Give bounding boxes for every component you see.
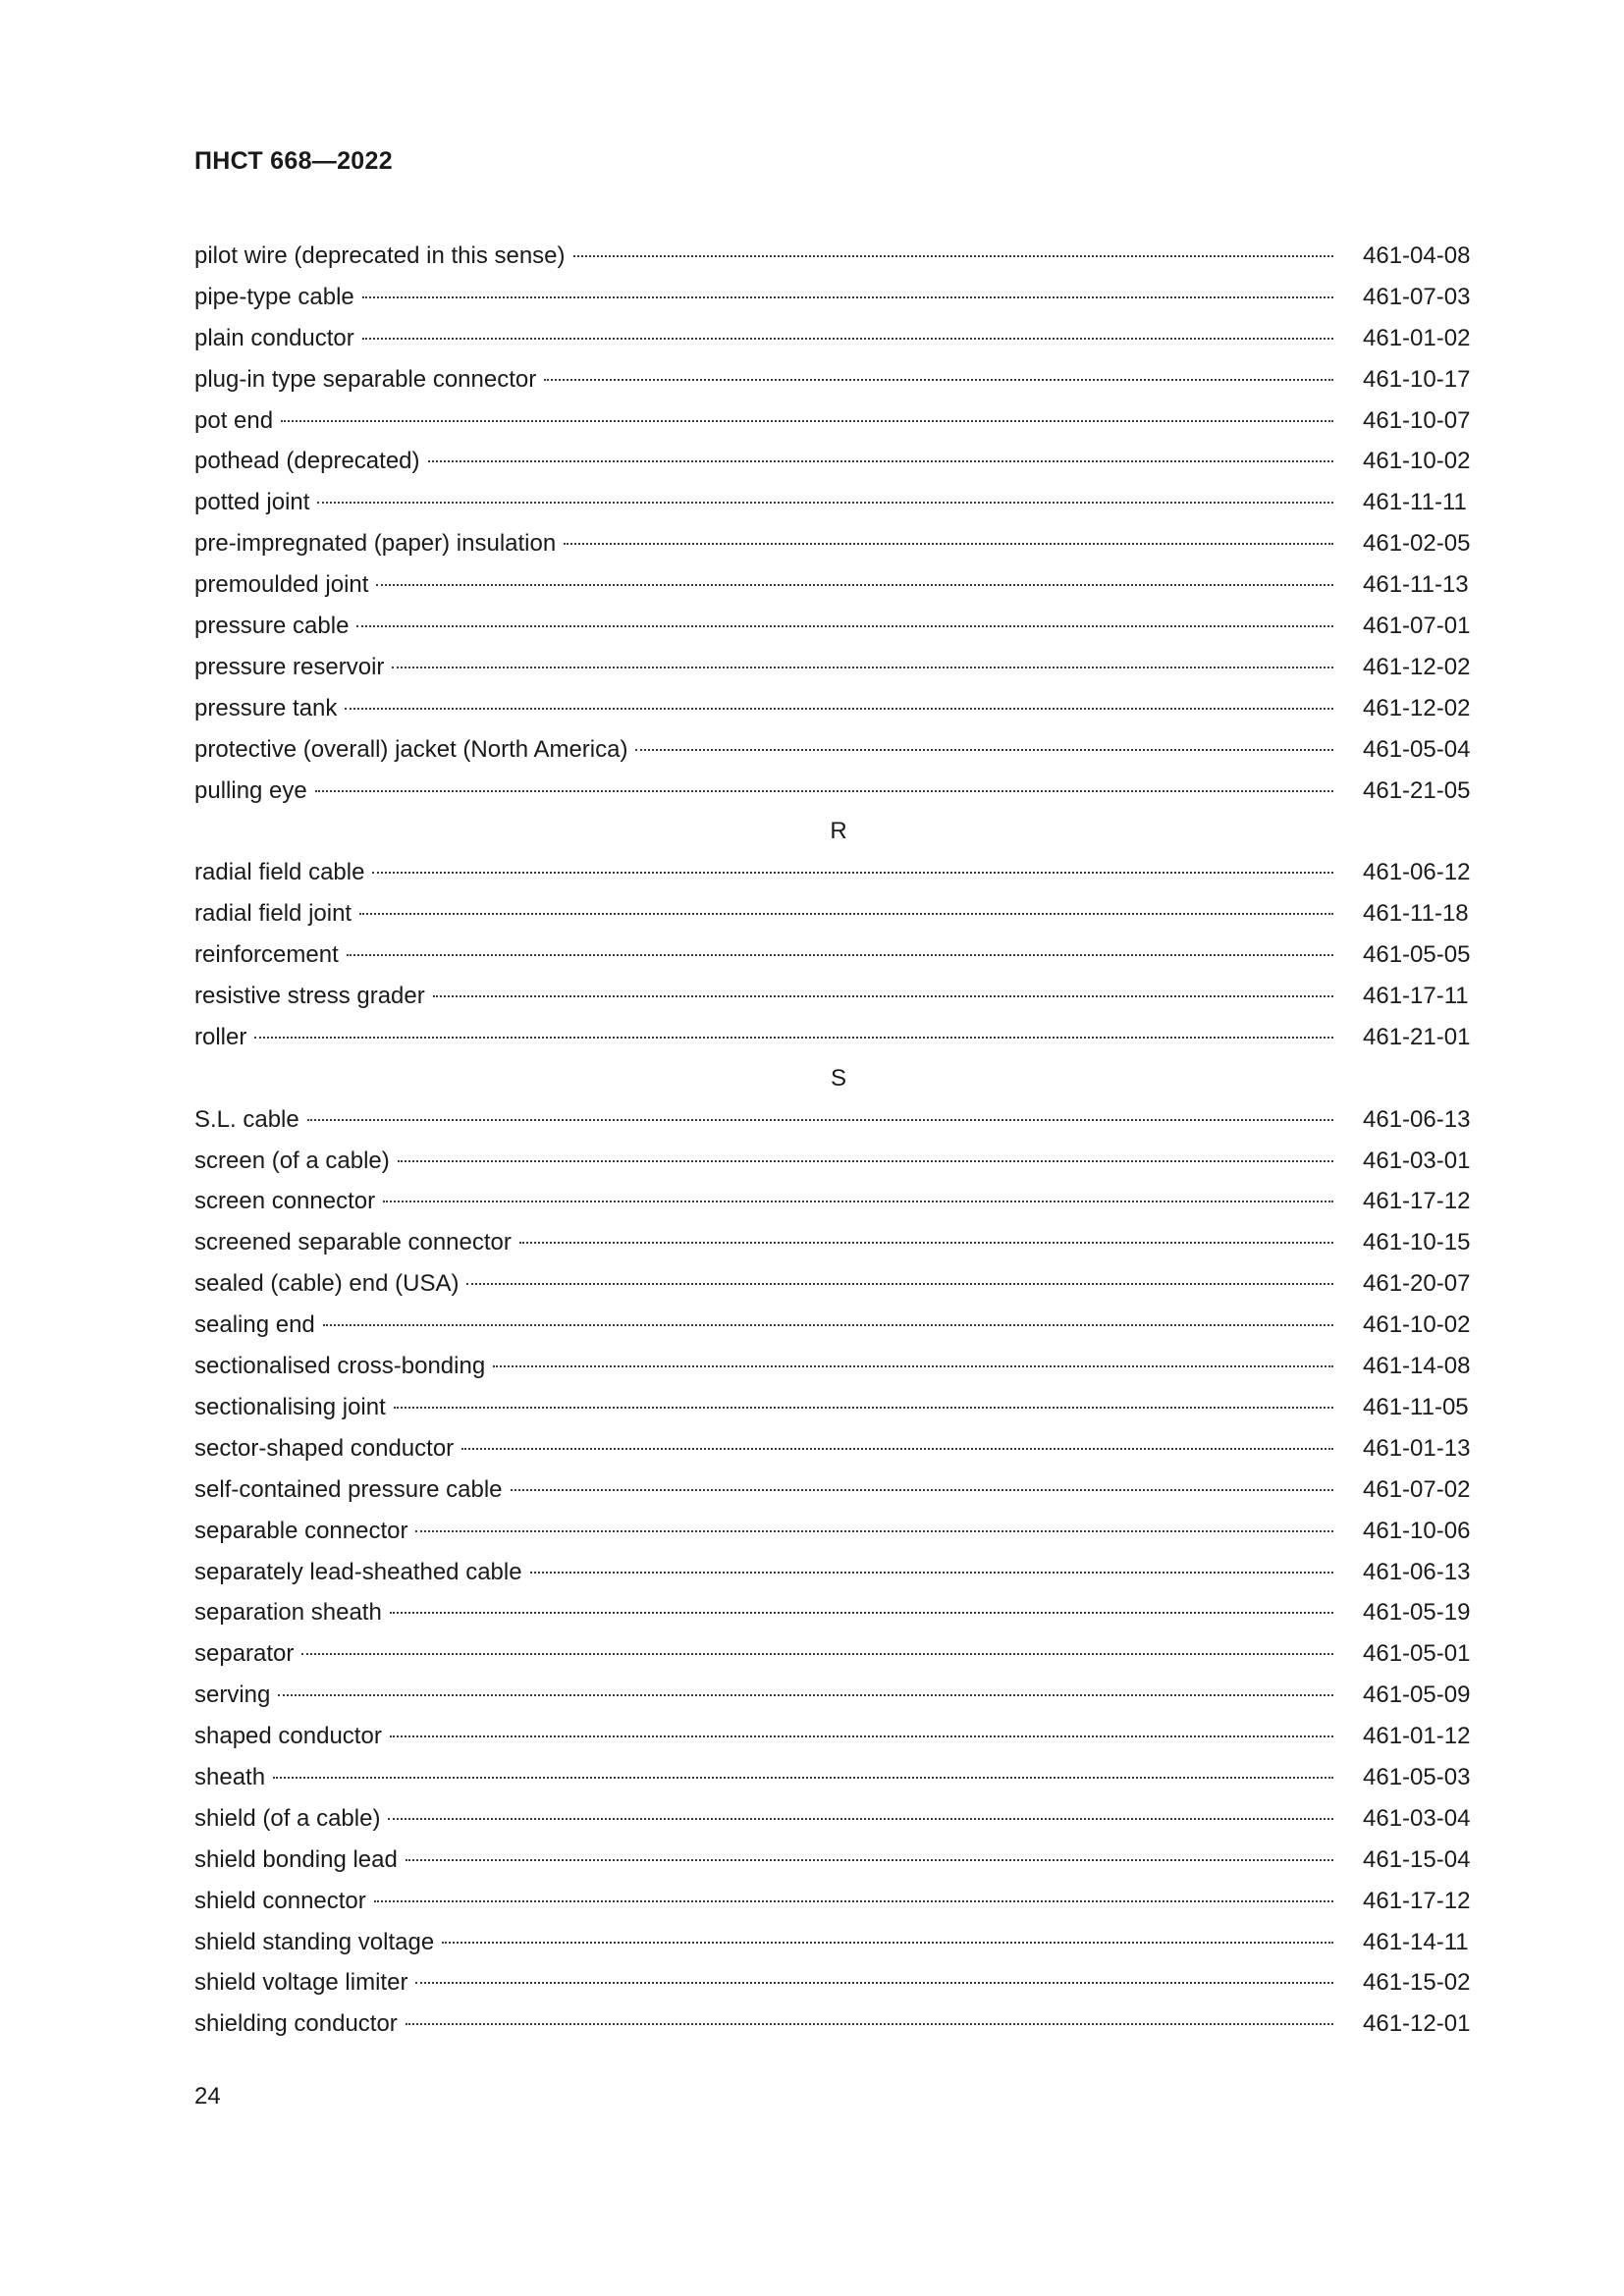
index-entry	[194, 1222, 1483, 1263]
dot-leader	[362, 296, 1333, 298]
index-code: 461-10-06	[1363, 1517, 1471, 1544]
index-entry	[194, 1962, 1483, 2003]
index-entry	[194, 1469, 1483, 1511]
index-code: 461-07-03	[1363, 283, 1471, 310]
index-entry	[194, 1263, 1483, 1305]
index-entry	[194, 606, 1483, 647]
index-term: protective (overall) jacket (North America)	[194, 735, 628, 763]
index-term: sealed (cable) end (USA)	[194, 1270, 460, 1298]
index-code: 461-15-04	[1363, 1845, 1471, 1873]
index-code: 461-17-11	[1363, 983, 1469, 1010]
index-entry	[194, 688, 1483, 729]
page-number: 24	[194, 2083, 221, 2109]
index-code: 461-11-13	[1363, 571, 1469, 599]
index-code: 461-06-13	[1363, 1558, 1471, 1585]
index-term: sector-shaped conductor	[194, 1434, 455, 1462]
dot-leader	[347, 954, 1333, 956]
index-code: 461-15-02	[1363, 1969, 1471, 1997]
index-code: 461-07-02	[1363, 1475, 1471, 1503]
index-entry	[194, 771, 1483, 812]
index-entry	[194, 1305, 1483, 1346]
index-term: pothead (deprecated)	[194, 448, 420, 475]
index-code: 461-03-01	[1363, 1147, 1471, 1174]
index-term: separately lead-sheathed cable	[194, 1558, 522, 1585]
dot-leader	[428, 460, 1334, 462]
index-code: 461-11-05	[1363, 1393, 1469, 1420]
dot-leader	[511, 1489, 1333, 1491]
index-term: sheath	[194, 1763, 266, 1790]
index-term: radial field cable	[194, 859, 365, 886]
dot-leader	[372, 872, 1333, 874]
dot-leader	[390, 1735, 1333, 1737]
index-entry	[194, 1387, 1483, 1428]
index-code: 461-05-03	[1363, 1763, 1471, 1790]
index-code: 461-17-12	[1363, 1188, 1471, 1215]
index-term: sectionalising joint	[194, 1393, 386, 1420]
index-entry	[194, 1099, 1483, 1141]
index-code: 461-04-08	[1363, 242, 1471, 269]
index-term: shaped conductor	[194, 1723, 382, 1750]
dot-leader	[359, 913, 1333, 915]
index-entry	[194, 729, 1483, 771]
dot-leader	[278, 1694, 1333, 1696]
dot-leader	[362, 338, 1333, 340]
index-entry	[194, 934, 1483, 976]
index-code: 461-05-04	[1363, 735, 1471, 763]
index-entry	[194, 277, 1483, 318]
index-term: pressure tank	[194, 694, 338, 721]
index-code: 461-11-11	[1363, 489, 1467, 516]
dot-leader	[415, 1982, 1333, 1984]
dot-leader	[564, 543, 1333, 545]
index-entry	[194, 318, 1483, 359]
index-term: plain conductor	[194, 324, 354, 351]
index-code: 461-14-11	[1363, 1928, 1469, 1955]
index-code: 461-05-09	[1363, 1682, 1471, 1709]
index-code: 461-21-05	[1363, 776, 1471, 804]
index-term: S.L. cable	[194, 1105, 299, 1133]
dot-leader	[433, 995, 1333, 997]
index-entry	[194, 236, 1483, 277]
index-entry	[194, 441, 1483, 482]
index-code: 461-05-19	[1363, 1599, 1471, 1627]
dot-leader	[461, 1448, 1333, 1450]
index-term: separator	[194, 1640, 295, 1668]
index-entry	[194, 1592, 1483, 1633]
dot-leader	[281, 420, 1333, 422]
index-code: 461-21-01	[1363, 1023, 1471, 1050]
index-term: sectionalised cross-bonding	[194, 1353, 486, 1380]
index-term: pre-impregnated (paper) insulation	[194, 530, 557, 558]
index-code: 461-10-07	[1363, 406, 1471, 434]
index-term: separation sheath	[194, 1599, 382, 1627]
index-term: pipe-type cable	[194, 283, 354, 310]
dot-leader	[317, 502, 1333, 504]
dot-leader	[390, 1612, 1333, 1614]
document-header: ПНСТ 668—2022	[194, 147, 393, 175]
dot-leader	[388, 1818, 1333, 1820]
index-entry	[194, 564, 1483, 606]
index-term: pressure cable	[194, 613, 350, 640]
dot-leader	[345, 708, 1333, 710]
dot-leader	[406, 2023, 1333, 2025]
index-code: 461-11-18	[1363, 900, 1469, 928]
dot-leader	[376, 584, 1333, 586]
dot-leader	[573, 255, 1333, 257]
index-term: reinforcement	[194, 941, 339, 969]
index-entry	[194, 1633, 1483, 1675]
index-code: 461-12-01	[1363, 2010, 1471, 2038]
index-term: shielding conductor	[194, 2010, 398, 2038]
section-letter-s: S	[830, 1064, 846, 1092]
index-code: 461-20-07	[1363, 1270, 1471, 1298]
index-code: 461-17-12	[1363, 1887, 1471, 1914]
index-entry	[194, 1881, 1483, 1922]
index-code: 461-14-08	[1363, 1353, 1471, 1380]
index-code: 461-10-15	[1363, 1229, 1471, 1256]
index-entry	[194, 523, 1483, 564]
index-term: shield voltage limiter	[194, 1969, 408, 1997]
index-entry	[194, 400, 1483, 442]
dot-leader	[301, 1653, 1333, 1655]
dot-leader	[415, 1530, 1333, 1532]
index-term: plug-in type separable connector	[194, 365, 537, 393]
index-entry	[194, 1017, 1483, 1058]
dot-leader	[307, 1119, 1333, 1121]
index-entry	[194, 1922, 1483, 1963]
index-code: 461-06-13	[1363, 1105, 1471, 1133]
index-entry	[194, 1552, 1483, 1593]
index-term: potted joint	[194, 489, 310, 516]
dot-leader	[394, 1407, 1333, 1409]
dot-leader	[519, 1242, 1333, 1244]
index-code: 461-12-02	[1363, 653, 1471, 680]
index-code: 461-10-02	[1363, 448, 1471, 475]
index-term: shield standing voltage	[194, 1928, 435, 1955]
index-entry	[194, 1141, 1483, 1182]
dot-leader	[254, 1037, 1333, 1039]
dot-leader	[273, 1777, 1333, 1779]
index-entry	[194, 1840, 1483, 1881]
index-term: self-contained pressure cable	[194, 1475, 503, 1503]
dot-leader	[383, 1201, 1333, 1202]
index-entry	[194, 1428, 1483, 1469]
dot-leader	[493, 1365, 1333, 1367]
index-code: 461-12-02	[1363, 694, 1471, 721]
index-entry	[194, 647, 1483, 688]
index-code: 461-02-05	[1363, 530, 1471, 558]
index-term: pressure reservoir	[194, 653, 385, 680]
index-entry	[194, 1346, 1483, 1387]
index-entry	[194, 1798, 1483, 1840]
index-code: 461-03-04	[1363, 1804, 1471, 1832]
dot-leader	[356, 625, 1333, 627]
index-code: 461-06-12	[1363, 859, 1471, 886]
index-term: serving	[194, 1682, 271, 1709]
index-code: 461-05-05	[1363, 941, 1471, 969]
index-term: separable connector	[194, 1517, 408, 1544]
dot-leader	[323, 1324, 1333, 1326]
dot-leader	[544, 379, 1333, 381]
index-term: pulling eye	[194, 776, 307, 804]
index-term: radial field joint	[194, 900, 352, 928]
index-term: roller	[194, 1023, 247, 1050]
index-code: 461-01-02	[1363, 324, 1471, 351]
index-term: resistive stress grader	[194, 983, 425, 1010]
index-term: screened separable connector	[194, 1229, 512, 1256]
index-entry	[194, 1757, 1483, 1798]
index-entry	[194, 976, 1483, 1017]
index-entry	[194, 1716, 1483, 1757]
index-term: shield connector	[194, 1887, 366, 1914]
index-entry	[194, 852, 1483, 893]
index-code: 461-10-02	[1363, 1311, 1471, 1339]
index-entry	[194, 893, 1483, 934]
index-term: screen connector	[194, 1188, 376, 1215]
dot-leader	[530, 1572, 1333, 1574]
index-term: shield bonding lead	[194, 1845, 398, 1873]
section-letter-r: R	[830, 818, 847, 845]
index-entry	[194, 1181, 1483, 1222]
dot-leader	[406, 1859, 1333, 1861]
index-code: 461-01-13	[1363, 1434, 1471, 1462]
dot-leader	[315, 790, 1333, 792]
index-term: premoulded joint	[194, 571, 369, 599]
index-entry	[194, 2003, 1483, 2045]
dot-leader	[635, 749, 1333, 751]
dot-leader	[392, 667, 1333, 668]
dot-leader	[398, 1160, 1333, 1162]
index-term: sealing end	[194, 1311, 315, 1339]
index-entry	[194, 1675, 1483, 1716]
index-code: 461-07-01	[1363, 613, 1471, 640]
index-code: 461-01-12	[1363, 1723, 1471, 1750]
index-term: screen (of a cable)	[194, 1147, 390, 1174]
index-term: pot end	[194, 406, 274, 434]
index-code: 461-05-01	[1363, 1640, 1471, 1668]
index-term: pilot wire (deprecated in this sense)	[194, 242, 566, 269]
index-entry	[194, 482, 1483, 523]
dot-leader	[442, 1942, 1333, 1944]
index-entry	[194, 359, 1483, 400]
index-list	[194, 236, 1483, 2045]
index-entry	[194, 1511, 1483, 1552]
index-term: shield (of a cable)	[194, 1804, 381, 1832]
dot-leader	[374, 1900, 1333, 1902]
dot-leader	[466, 1283, 1333, 1285]
index-code: 461-10-17	[1363, 365, 1471, 393]
